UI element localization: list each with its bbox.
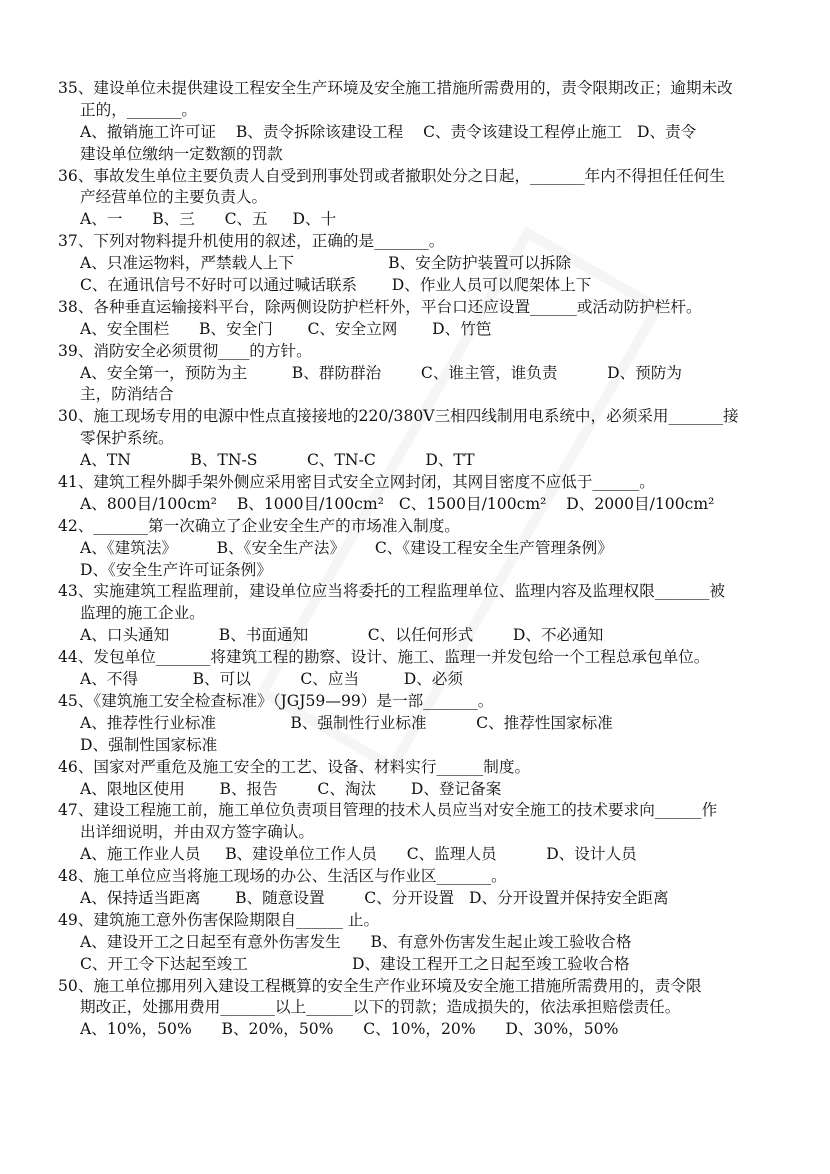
question-stem: 44、发包单位_______将建筑工程的勘察、设计、施工、监理一并发包给一个工程总承包单位。 [58, 648, 710, 667]
question-stem: 46、国家对严重危及施工安全的工艺、设备、材料实行______制度。 [58, 757, 531, 776]
question-options: A、口头通知 B、书面通知 C、以任何形式 D、不必通知 [80, 626, 604, 645]
question-stem: 42、_______第一次确立了企业安全生产的市场准入制度。 [58, 516, 460, 535]
question-stem: 38、各种垂直运输接料平台，除两侧设防护栏杆外，平台口还应设置______或活动防护栏杆。 [58, 297, 702, 316]
question-50 [58, 976, 798, 1042]
question-44 [58, 647, 798, 691]
question-options: C、开工令下达起至竣工 D、建设工程开工之日起至竣工验收合格 [80, 954, 630, 973]
question-30 [58, 406, 798, 472]
question-41 [58, 472, 798, 516]
question-45 [58, 691, 798, 757]
question-47 [58, 800, 798, 866]
question-stem: 50、施工单位挪用列入建设工程概算的安全生产作业环境及安全施工措施所需费用的，责令限 [58, 976, 702, 995]
question-stem: 47、建设工程施工前，施工单位负责项目管理的技术人员应当对安全施工的技术要求向______作 [58, 801, 718, 820]
question-38 [58, 297, 798, 341]
question-options: A、10%，50% B、20%，50% C、10%，20% D、30%，50% [80, 1020, 619, 1039]
question-options: D、《安全生产许可证条例》 [80, 560, 272, 579]
question-stem-continued: 零保护系统。 [80, 429, 174, 448]
question-stem: 49、建筑施工意外伤害保险期限自______ 止。 [58, 910, 380, 929]
question-stem: 35、建设单位未提供建设工程安全生产环境及安全施工措施所需费用的，责令限期改正；逾期未改 [58, 79, 733, 97]
question-46 [58, 757, 798, 801]
question-options: A、限地区使用 B、报告 C、淘汰 D、登记备案 [80, 779, 502, 798]
question-options: 主，防消结合 [80, 385, 174, 404]
question-stem-continued: 期改正，处挪用费用_______以上______以下的罚款；造成损失的，依法承担赔偿责任。 [80, 998, 681, 1017]
question-options: A、只准运物料，严禁载人上下 B、安全防护装置可以拆除 [80, 254, 572, 273]
question-options: D、强制性国家标准 [80, 735, 218, 754]
question-stem: 36、事故发生单位主要负责人自受到刑事处罚或者撤职处分之日起，_______年内不得担任任何生 [58, 166, 725, 185]
question-options: A、保持适当距离 B、随意设置 C、分开设置 D、分开设置并保持安全距离 [80, 888, 669, 907]
question-37 [58, 231, 798, 297]
question-options: A、安全第一，预防为主 B、群防群治 C、谁主管，谁负责 D、预防为 [80, 363, 683, 382]
question-stem-continued: 正的，_______。 [80, 100, 197, 119]
question-stem: 43、实施建筑工程监理前，建设单位应当将委托的工程监理单位、监理内容及监理权限_______被 [58, 582, 725, 601]
question-stem: 30、施工现场专用的电源中性点直接接地的220/380V三相四线制用电系统中，必须采用_______接 [58, 407, 739, 426]
question-options: A、推荐性行业标准 B、强制性行业标准 C、推荐性国家标准 [80, 713, 613, 732]
question-stem: 48、施工单位应当将施工现场的办公、生活区与作业区_______。 [58, 867, 507, 886]
question-options: A、撤销施工许可证 B、责令拆除该建设工程 C、责令该建设工程停止施工 D、责令 [80, 122, 697, 141]
question-stem-continued: 产经营单位的主要负责人。 [80, 188, 268, 207]
question-stem: 41、建筑工程外脚手架外侧应采用密目式安全立网封闭，其网目密度不应低于______。 [58, 473, 655, 492]
question-35 [58, 78, 798, 166]
question-stem-continued: 监理的施工企业。 [80, 604, 205, 623]
question-options: A、不得 B、可以 C、应当 D、必须 [80, 670, 463, 689]
question-42 [58, 516, 798, 582]
question-48 [58, 866, 798, 910]
question-stem-continued: 出详细说明，并由双方签字确认。 [80, 823, 314, 842]
exam-questions [58, 78, 798, 1041]
question-stem: 39、消防安全必须贯彻____的方针。 [58, 341, 312, 360]
question-options: A、一 B、三 C、五 D、十 [80, 210, 337, 229]
question-49 [58, 910, 798, 976]
question-options: A、建设开工之日起至有意外伤害发生 B、有意外伤害发生起止竣工验收合格 [80, 932, 632, 951]
question-options: A、《建筑法》 B、《安全生产法》 C、《建设工程安全生产管理条例》 [80, 538, 613, 557]
question-36 [58, 166, 798, 232]
question-options: A、TN B、TN-S C、TN-C D、TT [80, 451, 475, 470]
question-options: 建设单位缴纳一定数额的罚款 [80, 144, 283, 163]
question-options: A、安全围栏 B、安全门 C、安全立网 D、竹笆 [80, 319, 492, 338]
question-stem: 45、《建筑施工安全检查标准》（JGJ59—99）是一部_______。 [58, 691, 494, 710]
question-43 [58, 581, 798, 647]
question-options: C、在通讯信号不好时可以通过喊话联系 D、作业人员可以爬架体上下 [80, 276, 592, 295]
question-options: A、800目/100cm² B、1000目/100cm² C、1500目/100cm² D、2000目/100cm² [80, 494, 715, 513]
question-stem: 37、下列对物料提升机使用的叙述，正确的是_______。 [58, 232, 445, 251]
question-options: A、施工作业人员 B、建设单位工作人员 C、监理人员 D、设计人员 [80, 845, 637, 864]
question-39 [58, 341, 798, 407]
